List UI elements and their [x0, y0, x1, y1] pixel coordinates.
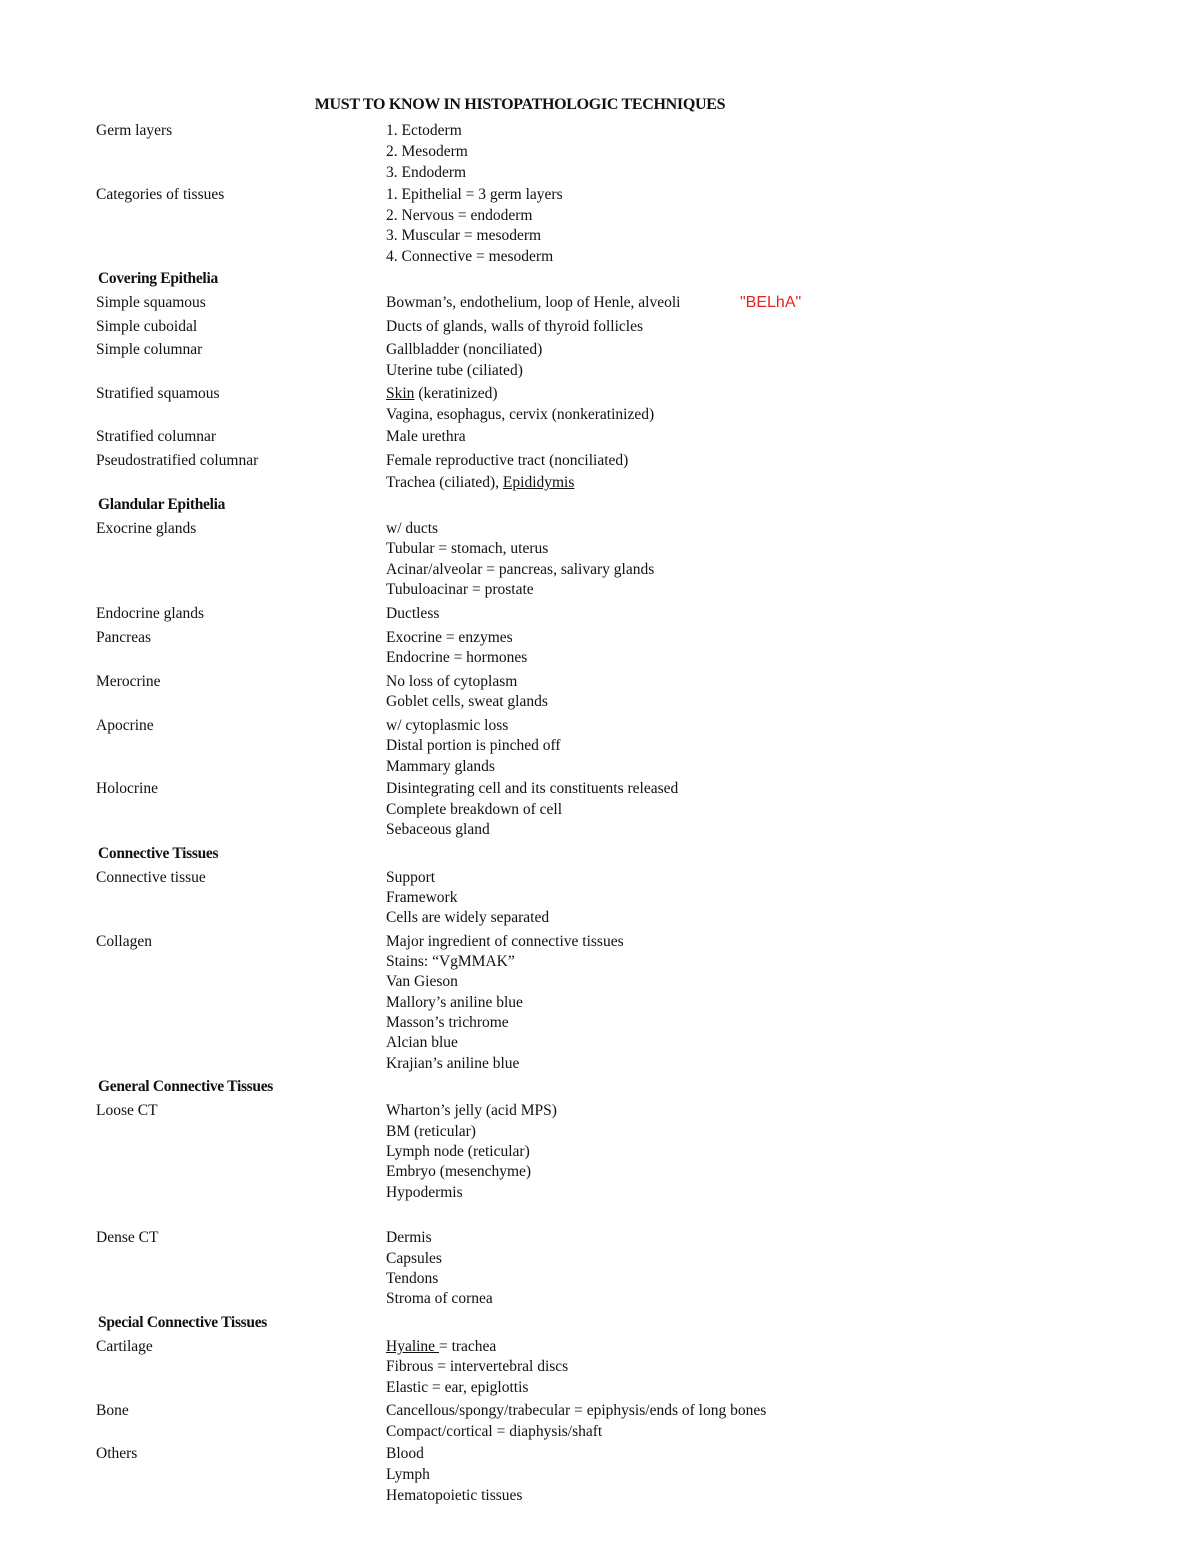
- description-text: Support: [386, 869, 436, 886]
- term-row: [0, 951, 1200, 972]
- term-description: [386, 1356, 568, 1377]
- term-row: [0, 907, 1200, 928]
- description-text: No loss of cytoplasm: [386, 673, 518, 690]
- description-text: Tendons: [386, 1270, 439, 1287]
- term-description: [386, 971, 458, 992]
- term-description: [386, 472, 574, 493]
- term-row: [0, 1227, 1200, 1248]
- term-row: [0, 1400, 1200, 1421]
- term-label: Merocrine: [96, 673, 161, 690]
- term-description: [386, 1268, 438, 1289]
- term-description: [386, 1336, 496, 1357]
- term-description: [386, 603, 439, 624]
- section-heading-row: [0, 494, 1200, 515]
- description-text: Sebaceous gland: [386, 821, 490, 838]
- description-text: Mammary glands: [386, 758, 495, 775]
- description-text: Trachea (ciliated),: [386, 474, 503, 491]
- term-row: [0, 627, 1200, 648]
- term-description: [386, 1464, 430, 1485]
- description-text: Distal portion is pinched off: [386, 737, 561, 754]
- term-row: [0, 184, 1200, 205]
- term-description: [386, 715, 508, 736]
- underlined-term: Hyaline: [386, 1338, 439, 1355]
- term-description: [386, 426, 466, 447]
- description-text: Van Gieson: [386, 973, 458, 990]
- term-description: [386, 1100, 557, 1121]
- description-text: BM (reticular): [386, 1123, 476, 1140]
- description-text: Capsules: [386, 1250, 442, 1267]
- term-label: Others: [96, 1445, 138, 1462]
- term-description: [386, 1121, 476, 1142]
- term-label: Stratified squamous: [96, 385, 220, 402]
- term-row: [0, 756, 1200, 777]
- description-text: Mallory’s aniline blue: [386, 994, 523, 1011]
- description-text: Lymph node (reticular): [386, 1143, 530, 1160]
- term-row: [0, 1053, 1200, 1074]
- term-description: [386, 867, 435, 888]
- description-text: (keratinized): [414, 385, 498, 402]
- description-text: 1. Epithelial = 3 germ layers: [386, 186, 563, 203]
- term-row: [0, 141, 1200, 162]
- mnemonic-note: "BELhA": [740, 294, 802, 311]
- term-label: Connective tissue: [96, 869, 206, 886]
- description-text: Disintegrating cell and its constituents released: [386, 780, 679, 797]
- term-description: [386, 887, 457, 908]
- description-text: Masson’s trichrome: [386, 1014, 509, 1031]
- section-heading-row: [0, 268, 1200, 289]
- term-description: [386, 579, 534, 600]
- description-text: 3. Endoderm: [386, 164, 467, 181]
- term-description: [386, 1248, 442, 1269]
- term-description: [386, 735, 561, 756]
- term-description: [386, 1182, 463, 1203]
- term-row: [0, 735, 1200, 756]
- description-text: Fibrous = intervertebral discs: [386, 1358, 569, 1375]
- term-row: [0, 1443, 1200, 1464]
- term-description: [386, 799, 562, 820]
- underlined-term: Skin: [386, 385, 415, 402]
- section-heading: Glandular Epithelia: [98, 496, 226, 513]
- term-label: Simple cuboidal: [96, 318, 198, 335]
- term-description: [386, 756, 495, 777]
- section-heading: Covering Epithelia: [98, 270, 218, 287]
- term-row: [0, 1336, 1200, 1357]
- term-label: Categories of tissues: [96, 186, 225, 203]
- description-text: Embryo (mesenchyme): [386, 1163, 532, 1180]
- term-row: [0, 1100, 1200, 1121]
- description-text: Tubuloacinar = prostate: [386, 581, 534, 598]
- section-heading-row: [0, 843, 1200, 864]
- term-description: [386, 1012, 509, 1033]
- description-text: Blood: [386, 1445, 424, 1462]
- term-description: [386, 316, 643, 337]
- term-row: [0, 1377, 1200, 1398]
- term-description: [386, 404, 654, 425]
- description-text: Alcian blue: [386, 1034, 458, 1051]
- term-description: [386, 992, 523, 1013]
- term-row: [0, 292, 1200, 313]
- section-heading-row: [0, 1312, 1200, 1333]
- term-description: [386, 559, 654, 580]
- term-description: [386, 627, 513, 648]
- term-row: [0, 450, 1200, 471]
- description-text: Bowman’s, endothelium, loop of Henle, alveoli: [386, 294, 681, 311]
- term-row: [0, 518, 1200, 539]
- description-text: Wharton’s jelly (acid MPS): [386, 1102, 557, 1119]
- term-row: [0, 819, 1200, 840]
- description-text: Elastic = ear, epiglottis: [386, 1379, 529, 1396]
- description-text: Stroma of cornea: [386, 1290, 493, 1307]
- description-text: Stains: “VgMMAK”: [386, 953, 515, 970]
- underlined-term: Epididymis: [502, 474, 575, 491]
- term-description: [386, 1053, 519, 1074]
- term-description: [386, 538, 548, 559]
- term-description: [386, 383, 498, 404]
- term-label: Dense CT: [96, 1229, 159, 1246]
- section-heading-row: [0, 1076, 1200, 1097]
- term-row: [0, 867, 1200, 888]
- description-text: Uterine tube (ciliated): [386, 362, 523, 379]
- term-description: [386, 951, 515, 972]
- section-heading: Special Connective Tissues: [98, 1314, 268, 1331]
- term-label: Simple squamous: [96, 294, 206, 311]
- term-row: [0, 162, 1200, 183]
- description-text: w/ cytoplasmic loss: [386, 717, 509, 734]
- description-text: Hypodermis: [386, 1184, 463, 1201]
- term-row: [0, 671, 1200, 692]
- term-row: [0, 691, 1200, 712]
- description-text: 4. Connective = mesoderm: [386, 248, 554, 265]
- term-row: [0, 120, 1200, 141]
- description-text: Female reproductive tract (nonciliated): [386, 452, 629, 469]
- term-row: [0, 799, 1200, 820]
- document-title: MUST TO KNOW IN HISTOPATHOLOGIC TECHNIQUES: [314, 96, 726, 113]
- term-description: [386, 691, 548, 712]
- term-description: [386, 1485, 522, 1506]
- term-row: [0, 647, 1200, 668]
- term-row: [0, 1421, 1200, 1442]
- term-description: [386, 1032, 458, 1053]
- term-description: [386, 931, 624, 952]
- term-row: [0, 1288, 1200, 1309]
- description-text: Tubular = stomach, uterus: [386, 540, 549, 557]
- description-text: 1. Ectoderm: [386, 122, 462, 139]
- term-label: Stratified columnar: [96, 428, 217, 445]
- term-row: [0, 971, 1200, 992]
- term-row: [0, 1032, 1200, 1053]
- term-description: [386, 1421, 602, 1442]
- term-description: [386, 778, 678, 799]
- description-text: Cancellous/spongy/trabecular = epiphysis/ends of long bones: [386, 1402, 767, 1419]
- term-label: Pseudostratified columnar: [96, 452, 259, 469]
- term-description: [386, 1377, 528, 1398]
- term-row: [0, 1485, 1200, 1506]
- term-row: [0, 1012, 1200, 1033]
- term-row: [0, 1141, 1200, 1162]
- term-description: [386, 360, 523, 381]
- term-row: [0, 1121, 1200, 1142]
- term-description: [386, 339, 542, 360]
- term-row: [0, 992, 1200, 1013]
- term-description: [386, 671, 517, 692]
- description-text: Endocrine = hormones: [386, 649, 528, 666]
- term-description: [386, 1443, 424, 1464]
- term-description: [386, 205, 533, 226]
- description-text: Goblet cells, sweat glands: [386, 693, 548, 710]
- term-description: [386, 450, 628, 471]
- term-description: [386, 518, 438, 539]
- term-row: [0, 246, 1200, 267]
- term-label: Pancreas: [96, 629, 152, 646]
- term-row: [0, 1268, 1200, 1289]
- term-row: [0, 316, 1200, 337]
- description-text: Vagina, esophagus, cervix (nonkeratinized): [386, 406, 655, 423]
- description-text: Acinar/alveolar = pancreas, salivary glands: [386, 561, 655, 578]
- description-text: Gallbladder (nonciliated): [386, 341, 543, 358]
- term-label: Simple columnar: [96, 341, 203, 358]
- term-label: Exocrine glands: [96, 520, 197, 537]
- description-text: Ducts of glands, walls of thyroid follicles: [386, 318, 643, 335]
- term-row: [0, 383, 1200, 404]
- term-description: [386, 1227, 432, 1248]
- description-text: 2. Mesoderm: [386, 143, 468, 160]
- term-description: [386, 907, 549, 928]
- description-text: Ductless: [386, 605, 440, 622]
- description-text: Exocrine = enzymes: [386, 629, 513, 646]
- description-text: Lymph: [386, 1466, 430, 1483]
- term-row: [0, 339, 1200, 360]
- term-row: [0, 603, 1200, 624]
- term-row: [0, 225, 1200, 246]
- term-row: [0, 404, 1200, 425]
- term-description: [386, 162, 466, 183]
- description-text: Dermis: [386, 1229, 432, 1246]
- term-row: [0, 360, 1200, 381]
- description-text: Krajian’s aniline blue: [386, 1055, 520, 1072]
- term-description: [386, 1161, 531, 1182]
- section-heading: Connective Tissues: [98, 845, 219, 862]
- term-row: [0, 559, 1200, 580]
- term-description: [386, 184, 563, 205]
- term-label: Bone: [96, 1402, 129, 1419]
- term-label: Loose CT: [96, 1102, 158, 1119]
- term-label: Holocrine: [96, 780, 158, 797]
- term-label: Endocrine glands: [96, 605, 205, 622]
- term-description: [386, 819, 490, 840]
- term-description: [386, 292, 680, 313]
- term-row: [0, 205, 1200, 226]
- description-text: Cells are widely separated: [386, 909, 550, 926]
- term-row: [0, 579, 1200, 600]
- description-text: w/ ducts: [386, 520, 439, 537]
- description-text: 2. Nervous = endoderm: [386, 207, 533, 224]
- term-label: Cartilage: [96, 1338, 153, 1355]
- term-description: [386, 647, 527, 668]
- description-text: Hematopoietic tissues: [386, 1487, 523, 1504]
- term-row: [0, 778, 1200, 799]
- term-row: [0, 887, 1200, 908]
- description-text: Male urethra: [386, 428, 466, 445]
- term-label: Collagen: [96, 933, 152, 950]
- term-row: [0, 1464, 1200, 1485]
- term-description: [386, 1400, 766, 1421]
- term-row: [0, 472, 1200, 493]
- description-text: Compact/cortical = diaphysis/shaft: [386, 1423, 603, 1440]
- term-description: [386, 1141, 530, 1162]
- description-text: Framework: [386, 889, 458, 906]
- description-text: 3. Muscular = mesoderm: [386, 227, 542, 244]
- term-row: [0, 1356, 1200, 1377]
- term-row: [0, 538, 1200, 559]
- term-description: [386, 1288, 493, 1309]
- term-description: [386, 225, 541, 246]
- term-row: [0, 1161, 1200, 1182]
- description-text: Major ingredient of connective tissues: [386, 933, 624, 950]
- term-label: Apocrine: [96, 717, 154, 734]
- term-row: [0, 931, 1200, 952]
- term-description: [386, 141, 468, 162]
- term-description: [386, 120, 462, 141]
- term-row: [0, 1248, 1200, 1269]
- term-row: [0, 426, 1200, 447]
- term-label: Germ layers: [96, 122, 173, 139]
- description-text: = trachea: [438, 1338, 497, 1355]
- term-row: [0, 1182, 1200, 1203]
- term-row: [0, 715, 1200, 736]
- term-description: [386, 246, 553, 267]
- description-text: Complete breakdown of cell: [386, 801, 563, 818]
- section-heading: General Connective Tissues: [98, 1078, 274, 1095]
